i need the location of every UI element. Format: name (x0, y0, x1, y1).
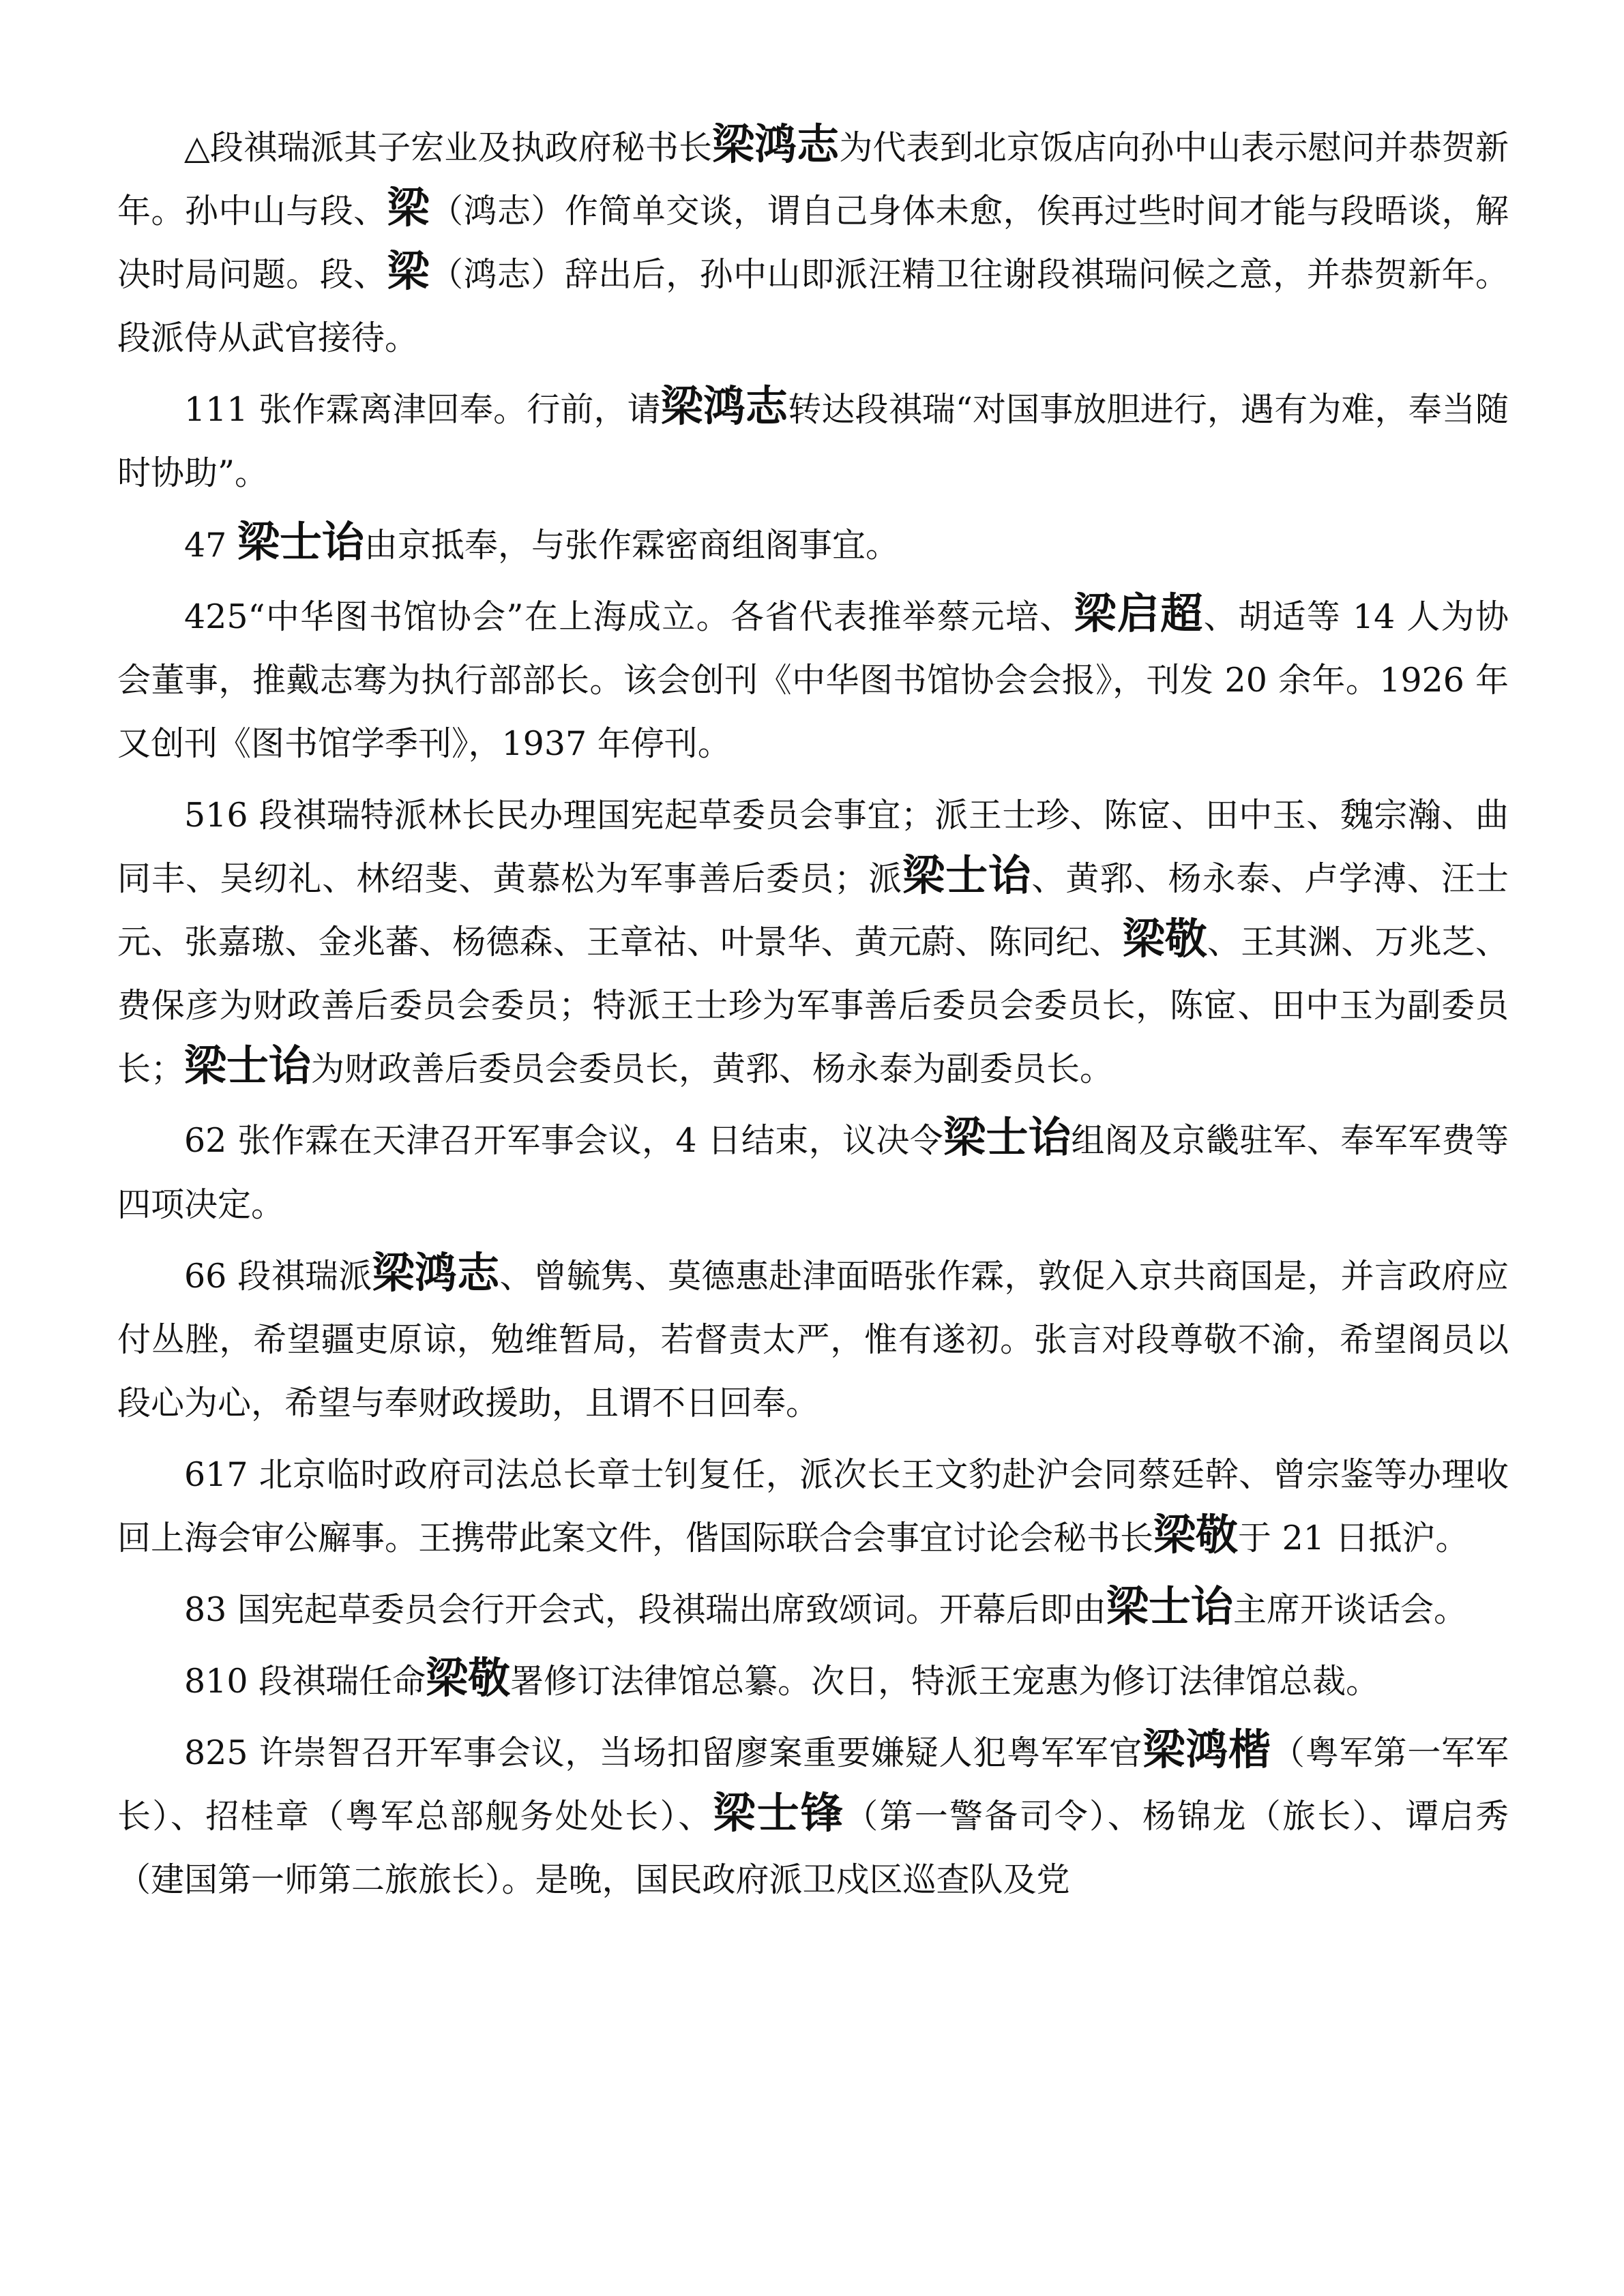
text-run: 425“中华图书馆协会”在上海成立。各省代表推举蔡元培、 (184, 597, 1074, 636)
paragraph (117, 116, 1509, 370)
highlighted-name: 梁鸿志 (712, 119, 840, 169)
document-page (117, 116, 1509, 1920)
text-run: 66 段祺瑞派 (184, 1256, 372, 1296)
text-run: 署修订法律馆总纂。次日，特派王宠惠为修订法律馆总裁。 (510, 1662, 1380, 1701)
text-run: 111 张作霖离津回奉。行前，请 (184, 390, 661, 430)
text-run: 825 许崇智召开军事会议，当场扣留廖案重要嫌疑人犯粤军军官 (184, 1733, 1143, 1773)
text-run: （鸿志）作简单交谈，谓自己身体未愈，俟再过些时间才能与段晤谈，解决时局问题。段、 (117, 192, 1509, 295)
highlighted-name: 梁士锋 (713, 1788, 845, 1838)
text-run: 、王其渊、万兆芝、费保彦为财政善后委员会委员；特派王士珍为军事善后委员会委员长，陈宧、田中玉为副委员长； (117, 923, 1509, 1089)
text-run: 由京抵奉，与张作霖密商组阁事宜。 (364, 525, 899, 565)
paragraph (117, 1578, 1509, 1641)
highlighted-name: 梁士诒 (943, 1112, 1072, 1163)
text-run: 转达段祺瑞“对国事放胆进行，遇有为难，奉当随时协助”。 (117, 390, 1509, 493)
paragraph (117, 1443, 1509, 1570)
highlighted-name: 梁鸿志 (372, 1247, 500, 1298)
text-run: 、胡适等 14 人为协会董事，推戴志骞为执行部部长。该会创刊《中华图书馆协会会报》，刊发 20 余年。1926 年又创刊《图书馆学季刊》，1937 年停刊。 (117, 597, 1509, 763)
text-run: （鸿志）辞出后，孙中山即派汪精卫往谢段祺瑞问候之意，并恭贺新年。段派侍从武官接待。 (117, 255, 1509, 358)
text-run: （粤军第一军军长）、招桂章（粤军总部舰务处处长）、 (117, 1733, 1509, 1836)
highlighted-name: 梁敬 (1153, 1509, 1239, 1560)
paragraph (117, 1244, 1509, 1435)
highlighted-name: 梁士诒 (184, 1041, 312, 1091)
text-run: 为财政善后委员会委员长，黄郛、杨永泰为副委员长。 (311, 1049, 1114, 1089)
highlighted-name: 梁 (387, 246, 430, 297)
paragraph (117, 1650, 1509, 1713)
text-run: 主席开谈话会。 (1232, 1590, 1467, 1630)
highlighted-name: 梁士诒 (237, 516, 364, 567)
text-run: （第一警备司令）、杨锦龙（旅长）、谭启秀（建国第一师第二旅旅长）。是晚，国民政府派卫戍区巡查队及党 (117, 1797, 1509, 1900)
paragraph (117, 378, 1509, 505)
text-run: 为代表到北京饭店向孙中山表示慰问并恭贺新年。孙中山与段、 (117, 128, 1509, 231)
highlighted-name: 梁士诒 (902, 850, 1032, 901)
text-run: 617 北京临时政府司法总长章士钊复任，派次长王文豹赴沪会同蔡廷幹、曾宗鉴等办理收回上海会审公廨事。王携带此案文件，偕国际联合会事宜讨论会秘书长 (117, 1455, 1509, 1557)
highlighted-name: 梁鸿志 (660, 381, 788, 432)
text-run: 于 21 日抵沪。 (1238, 1518, 1469, 1557)
text-run: 810 段祺瑞任命 (184, 1662, 426, 1701)
paragraph (117, 513, 1509, 577)
paragraph (117, 1109, 1509, 1236)
highlighted-name: 梁 (387, 183, 430, 233)
text-run: 、黄郛、杨永泰、卢学溥、汪士元、张嘉璈、金兆蕃、杨德森、王章祜、叶景华、黄元蔚、陈同纪、 (117, 859, 1509, 962)
text-run: 、曾毓隽、莫德惠赴津面晤张作霖，敦促入京共商国是，并言政府应付丛脞，希望疆吏原谅，勉维暂局，若督责太严，惟有遂初。张言对段尊敬不渝，希望阁员以段心为心，希望与奉财政援助，且谓不日回奉。 (117, 1256, 1509, 1422)
text-run: 516 段祺瑞特派林长民办理国宪起草委员会事宜；派王士珍、陈宧、田中玉、魏宗瀚、曲同丰、吴纫礼、林绍斐、黄慕松为军事善后委员；派 (117, 795, 1509, 899)
paragraph (117, 1721, 1509, 1911)
highlighted-name: 梁敬 (426, 1653, 511, 1703)
text-run: 47 (184, 525, 237, 565)
text-run: 组阁及京畿驻军、奉军军费等四项决定。 (117, 1121, 1509, 1224)
highlighted-name: 梁士诒 (1106, 1581, 1233, 1632)
highlighted-name: 梁鸿楷 (1142, 1725, 1271, 1775)
highlighted-name: 梁敬 (1122, 914, 1207, 964)
text-run: △段祺瑞派其子宏业及执政府秘书长 (184, 128, 713, 167)
text-run: 62 张作霖在天津召开军事会议，4 日结束，议决令 (184, 1121, 944, 1161)
highlighted-name: 梁启超 (1074, 588, 1204, 638)
text-run: 83 国宪起草委员会行开会式，段祺瑞出席致颂词。开幕后即由 (184, 1590, 1106, 1630)
paragraph (117, 784, 1509, 1101)
paragraph (117, 585, 1509, 775)
